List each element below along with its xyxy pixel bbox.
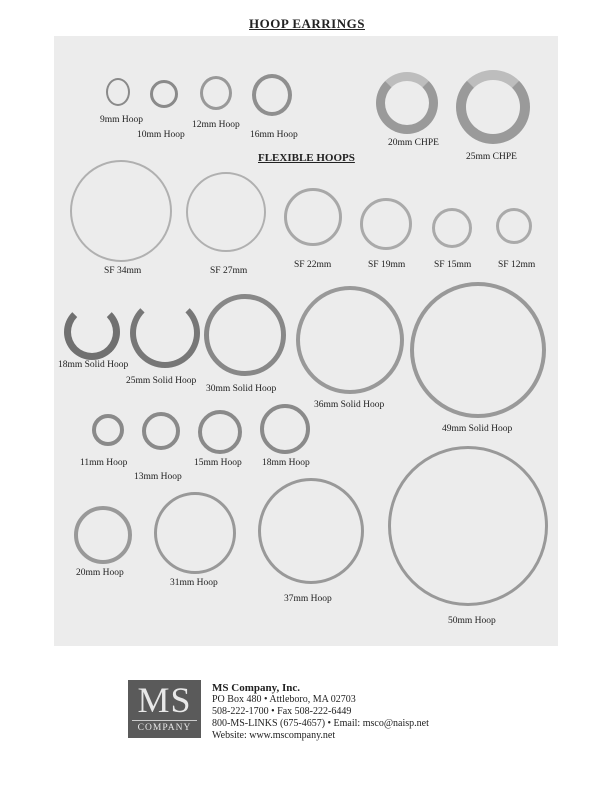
company-website: Website: www.mscompany.net <box>212 730 336 741</box>
label-solid-18mm: 18mm Solid Hoop <box>58 360 129 370</box>
company-phone: 508-222-1700 • Fax 508-222-6449 <box>212 706 352 717</box>
label-sf-19mm: SF 19mm <box>368 260 406 270</box>
company-phone-email: 800-MS-LINKS (675-4657) • Email: msco@naisp.net <box>212 718 429 729</box>
label-9mm: 9mm Hoop <box>100 115 144 125</box>
hoop-sf-22mm <box>284 188 342 246</box>
label-solid-30mm: 30mm Solid Hoop <box>206 384 277 394</box>
label-12mm: 12mm Hoop <box>192 120 240 130</box>
hoop-13mm <box>142 412 180 450</box>
hoop-chpe-25mm <box>456 70 530 144</box>
label-10mm: 10mm Hoop <box>137 130 185 140</box>
logo-company-text: COMPANY <box>132 720 197 735</box>
hoop-sf-27mm <box>186 172 266 252</box>
hoop-solid-49mm <box>410 282 546 418</box>
label-solid-49mm: 49mm Solid Hoop <box>442 424 513 434</box>
hoop-solid-36mm <box>296 286 404 394</box>
hoop-20mm <box>74 506 132 564</box>
company-logo <box>128 680 201 738</box>
hoop-chpe-20mm <box>376 72 438 134</box>
hoop-sf-34mm <box>70 160 172 262</box>
hoop-sf-19mm <box>360 198 412 250</box>
logo-ms-text: MS <box>137 680 192 720</box>
hoop-solid-30mm <box>204 294 286 376</box>
label-sf-22mm: SF 22mm <box>294 260 332 270</box>
label-chpe-20mm: 20mm CHPE <box>388 138 439 148</box>
section-heading-flexible: FLEXIBLE HOOPS <box>258 152 355 164</box>
company-name: MS Company, Inc. <box>212 682 301 694</box>
label-chpe-25mm: 25mm CHPE <box>466 152 517 162</box>
label-16mm: 16mm Hoop <box>250 130 298 140</box>
label-sf-27mm: SF 27mm <box>210 266 248 276</box>
label-solid-25mm: 25mm Solid Hoop <box>126 376 197 386</box>
company-address: PO Box 480 • Attleboro, MA 02703 <box>212 694 356 705</box>
hoop-sf-12mm <box>496 208 532 244</box>
hoop-16mm <box>252 74 292 116</box>
hoop-12mm <box>200 76 232 110</box>
catalog-panel <box>54 36 558 646</box>
label-solid-36mm: 36mm Solid Hoop <box>314 400 385 410</box>
hoop-10mm <box>150 80 178 108</box>
page-title: HOOP EARRINGS <box>249 16 365 31</box>
hoop-sf-15mm <box>432 208 472 248</box>
hoop-11mm <box>92 414 124 446</box>
hoop-9mm <box>106 78 130 106</box>
label-37mm: 37mm Hoop <box>284 594 332 604</box>
hoop-solid-25mm <box>130 298 200 368</box>
label-sf-15mm: SF 15mm <box>434 260 472 270</box>
label-20mm: 20mm Hoop <box>76 568 124 578</box>
hoop-15mm <box>198 410 242 454</box>
label-11mm: 11mm Hoop <box>80 458 128 468</box>
hoop-solid-18mm <box>64 304 120 360</box>
hoop-18mm <box>260 404 310 454</box>
hoop-37mm <box>258 478 364 584</box>
label-13mm: 13mm Hoop <box>134 472 182 482</box>
hoop-50mm <box>388 446 548 606</box>
hoop-31mm <box>154 492 236 574</box>
label-31mm: 31mm Hoop <box>170 578 218 588</box>
label-50mm: 50mm Hoop <box>448 616 496 626</box>
label-sf-12mm: SF 12mm <box>498 260 536 270</box>
contact-block <box>212 682 429 742</box>
label-18mm: 18mm Hoop <box>262 458 310 468</box>
label-15mm: 15mm Hoop <box>194 458 242 468</box>
label-sf-34mm: SF 34mm <box>104 266 142 276</box>
